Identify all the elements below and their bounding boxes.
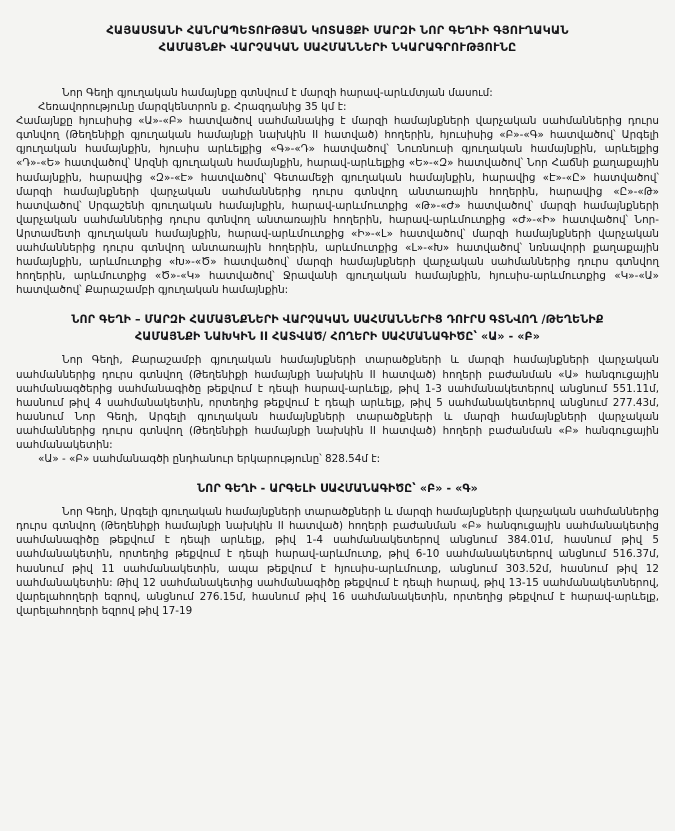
intro-paragraph-2: Հեռավորությունը մարզկենտրոն ք. Հրազդանից 35 կմ է: <box>38 101 347 114</box>
intro-paragraph-1: Նոր Գեղի գյուղական համայնքը գտնվում է մարզի հարավ-արևմտյան մասում: <box>62 87 493 99</box>
document-title-line-2: ՀԱՄԱՅՆՔԻ ՎԱՐՉԱԿԱՆ ՍԱՀՄԱՆՆԵՐԻ ՆԿԱՐԱԳՐՈՒԹՅՈՒՆԸ <box>158 40 517 54</box>
section-heading-a-b-line-2: ՀԱՄԱՅՆՔԻ ՆԱԽԿԻՆ II ՀԱՏՎԱԾ/ ՀՈՂԵՐԻ ՍԱՀՄԱՆԱԳԻԾԸ՝ «Ա» - «Բ» <box>134 330 541 344</box>
segment-a-b-description: Նոր Գեղի, Քարաշամբի գյուղական համայնքների տարածքների և մարզի համայնքների վարչական սահմաններից դուրս գտնվող (Թեղենիքի համայնքի նախկին II հատված) հողերի բաժանման «Ա» հանգուցային սահմանագծերից սահմանագիծը թեքվում է դեպի հարավ-արևելք, թիվ 1-3 սահմանակետերով անցնում 551.11մ, հասնում թիվ 4 սահմանակետին, որտեղից թեքվում է դեպի արևելք, թիվ 5 սահմանակետերով անցնում 277.43մ, հասնում Նոր Գեղի, Արգելի գյուղական համայնքների տարածքների և մարզի համայնքների վարչական սահմաններից դուրս գտնվող (Թեղենիքի համայնքի նախկին II հատված) հողերի բաժանման «Բ» հանգուցային սահմանակետին: <box>16 354 659 451</box>
section-spacer-2 <box>16 345 659 353</box>
document-title <box>38 22 637 56</box>
section-spacer-3 <box>16 466 659 480</box>
section-heading-a-b-line-1: ՆՈՐ ԳԵՂԻ – ՄԱՐԶԻ ՀԱՄԱՅՆՔՆԵՐԻ ՎԱՐՉԱԿԱՆ ՍԱՀՄԱՆՆԵՐԻՑ ԴՈՒՐՍ ԳՏՆՎՈՂ /ԹԵՂԵՆԻՔ <box>71 313 604 327</box>
section-spacer-4 <box>16 497 659 505</box>
section-heading-b-g: ՆՈՐ ԳԵՂԻ - ԱՐԳԵԼԻ ՍԱՀՄԱՆԱԳԻԾԸ՝ «Բ» - «Գ» <box>197 482 478 496</box>
title-spacer <box>16 56 659 86</box>
section-heading-a-b <box>20 311 655 345</box>
segment-a-b-total-length: «Ա» - «Բ» սահմանագծի ընդհանուր երկարությունը՝ 828.54մ է: <box>38 453 381 466</box>
segment-b-g-description: Նոր Գեղի, Արգելի գյուղական համայնքների տարածքների և մարզի համայնքների վարչական սահմաններից դուրս գտնվող (Թեղենիքի համայնքի նախկին II հատված) հողերի բաժանման «Բ» հանգուցային սահմանակետից սահմանագիծը թեքվում է դեպի արևելք, թիվ 1-4 սահմանակետերով անցնում 384.01մ, հասնում թիվ 5 սահմանակետին, որտեղից թեքվում է դեպի հարավ-արևմուտք, թիվ 6-10 սահմանակետերով անցնում 516.37մ, հասնում թիվ 11 սահմանակետին, ապա թեքվում է հյուսիս-արևմուտք, անցնում 303.52մ, հասնում թիվ 12 սահմանակետին: Թիվ 12 սահմանակետից սահմանագիծը թեքվում է դեպի հարավ, թիվ 13-15 սահմանակետներով, վարելահողերի եզրով, անցնում 276.15մ, հասնում թիվ 16 սահմանակետին, որտեղից թեքվում է հարավ-արևելք, վարելահողերի եզրով թիվ 17-19 <box>16 506 659 617</box>
section-spacer-1 <box>16 297 659 311</box>
document-title-line-1: ՀԱՅԱՍՏԱՆԻ ՀԱՆՐԱՊԵՏՈՒԹՅԱՆ ԿՈՏԱՅՔԻ ՄԱՐԶԻ ՆՈՐ ԳԵՂԻԻ ԳՅՈՒՂԱԿԱՆ <box>106 23 569 37</box>
boundary-description-paragraph: Համայնքը հյուսիսից «Ա»-«Բ» հատվածով սահմանակից է մարզի համայնքների վարչական սահմաններից դուրս գտնվող (Թեղենիքի գյուղական համայնքի նախկին II հատված) հողերին, հյուսիսից «Բ»-«Գ» հատվածով՝ Արգելի գյուղական համայնքին, հյուսիս արևելքից «Գ»-«Դ» հատվածով՝ Նուռնուսի գյուղական համայնքին, արևելքից «Դ»-«Ե» հատվածով՝ Արզնի գյուղական համայնքին, հարավ-արևելքից «Ե»-«Զ» հատվածով՝ Նոր Հաճնի քաղաքային համայնքին, հարավից «Զ»-«Է» հատվածով՝ Գետամեջի գյուղական համայնքին, հարավից «Է»-«Ը» հատվածով՝ մարզի համայնքների վարչական սահմաններից դուրս գտնվող անտառային հողերին, հարավից «Ը»-«Թ» հատվածով՝ Սրգաշենի գյուղական համայնքին, հարավ-արևմուտքից «Թ»-«Ժ» հատվածով՝ մարզի համայնքների վարչական սահմաններից դուրս գտնվող անտառային հողերին, հարավ-արևմուտքից «Ժ»-«Ի» հատվածով՝ Նոր-Արտամետի գյուղական համայնքին, հարավ-արևմուտքից «Ի»-«Լ» հատվածով՝ մարզի համայնքների վարչական սահմաններից դուրս գտնվող անտառային հողերին, արևմուտքից «Լ»-«Խ» հատվածով՝ նռնավորի քաղաքային համայնքին, արևմուտքից «Խ»-«Ծ» հատվածով՝ մարզի համայնքների վարչական սահմաններից դուրս գտնվող հողերին, արևմուտքից «Ծ»-«Կ» հատվածով՝ Ջրավանի գյուղական համայնքին, հյուսիս-արևմուտքից «Կ»-«Ա» հատվածով՝ Քարաշամբի գյուղական համայնքին: <box>16 115 659 297</box>
